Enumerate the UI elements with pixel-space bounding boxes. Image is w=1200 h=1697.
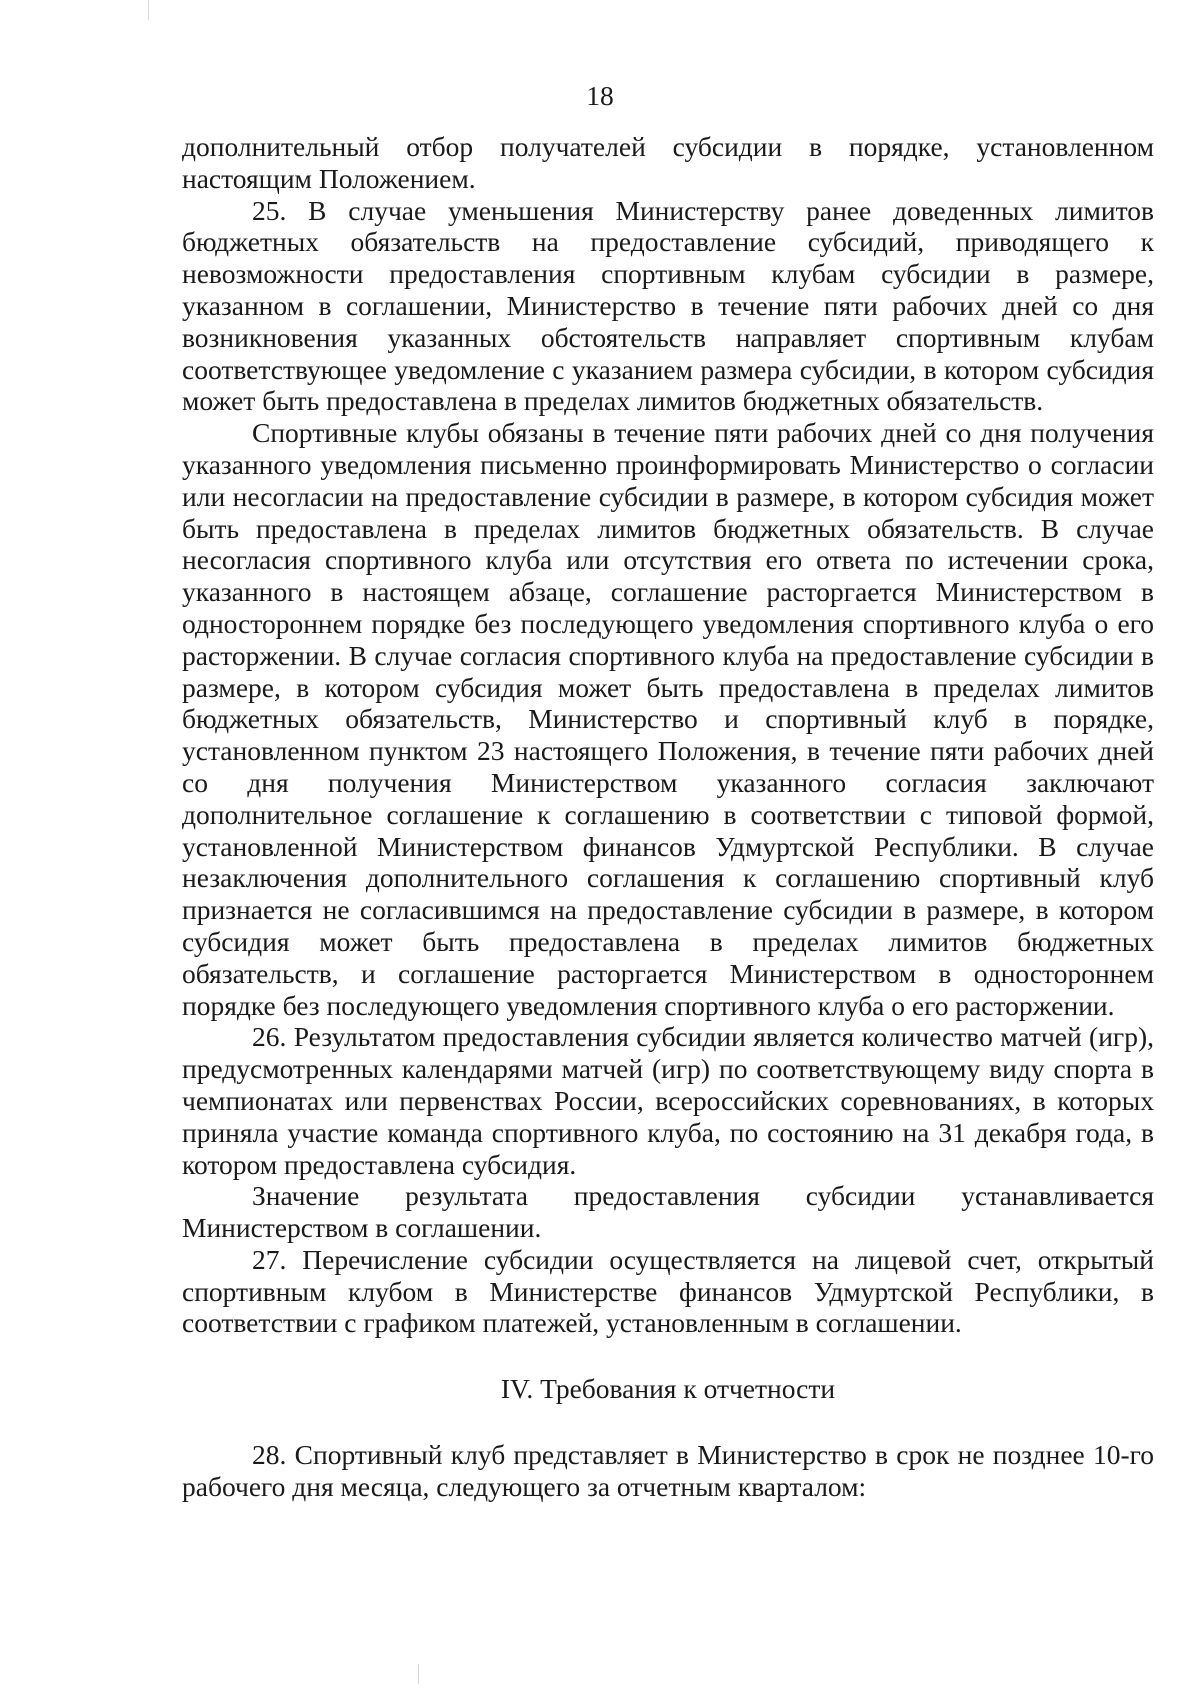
scan-mark-bottom (418, 1664, 419, 1684)
paragraph-item-26: 26. Результатом предоставления субсидии является количество матчей (игр), предусмотренных календарями матчей (игр) по соответствующему виду спорта в чемпионатах или первенствах России, всероссийских соревнованиях, в которых приняла участие команда спортивного клуба, по состоянию на 31 декабря года, в котором предоставлена субсидия. (182, 1021, 1154, 1180)
paragraph-item-27: 27. Перечисление субсидии осуществляется на лицевой счет, открытый спортивным клубом в Министерстве финансов Удмуртской Республики, в соответствии с графиком платежей, установленным в соглашении. (182, 1243, 1154, 1339)
document-body (182, 131, 1154, 1503)
paragraph-clubs-obligation: Спортивные клубы обязаны в течение пяти рабочих дней со дня получения указанного уведомления письменно проинформировать Министерство о согласии или несогласии на предоставление субсидии в размере, в котором субсидия может быть предоставлена в пределах лимитов бюджетных обязательств. В случае несогласия спортивного клуба или отсутствия его ответа по истечении срока, указанного в настоящем абзаце, соглашение расторгается Министерством в одностороннем порядке без последующего уведомления спортивного клуба о его расторжении. В случае согласия спортивного клуба на предоставление субсидии в размере, в котором субсидия может быть предоставлена в пределах лимитов бюджетных обязательств, Министерство и спортивный клуб в порядке, установленном пунктом 23 настоящего Положения, в течение пяти рабочих дней со дня получения Министерством указанного согласия заключают дополнительное соглашение к соглашению в соответствии с типовой формой, установленной Министерством финансов Удмуртской Республики. В случае незаключения дополнительного соглашения к соглашению спортивный клуб признается не согласившимся на предоставление субсидии в размере, в котором субсидия может быть предоставлена в пределах лимитов бюджетных обязательств, и соглашение расторгается Министерством в одностороннем порядке без последующего уведомления спортивного клуба о его расторжении. (182, 417, 1154, 1021)
page-number: 18 (586, 80, 614, 111)
paragraph-result-value: Значение результата предоставления субсидии устанавливается Министерством в соглашении. (182, 1180, 1154, 1244)
paragraph-continuation: дополнительный отбор получателей субсидии в порядке, установленном настоящим Положением. (182, 131, 1154, 194)
section-heading: IV. Требования к отчетности (500, 1373, 836, 1405)
paragraph-item-28: 28. Спортивный клуб представляет в Министерство в срок не позднее 10-го рабочего дня месяца, следующего за отчетным кварталом: (182, 1439, 1154, 1502)
scan-mark-top (148, 0, 149, 20)
paragraph-item-25: 25. В случае уменьшения Министерству ранее доведенных лимитов бюджетных обязательств на предоставление субсидий, приводящего к невозможности предоставления спортивным клубам субсидии в размере, указанном в соглашении, Министерство в течение пяти рабочих дней со дня возникновения указанных обстоятельств направляет спортивным клубам соответствующее уведомление с указанием размера субсидии, в котором субсидия может быть предоставлена в пределах лимитов бюджетных обязательств. (182, 194, 1154, 417)
